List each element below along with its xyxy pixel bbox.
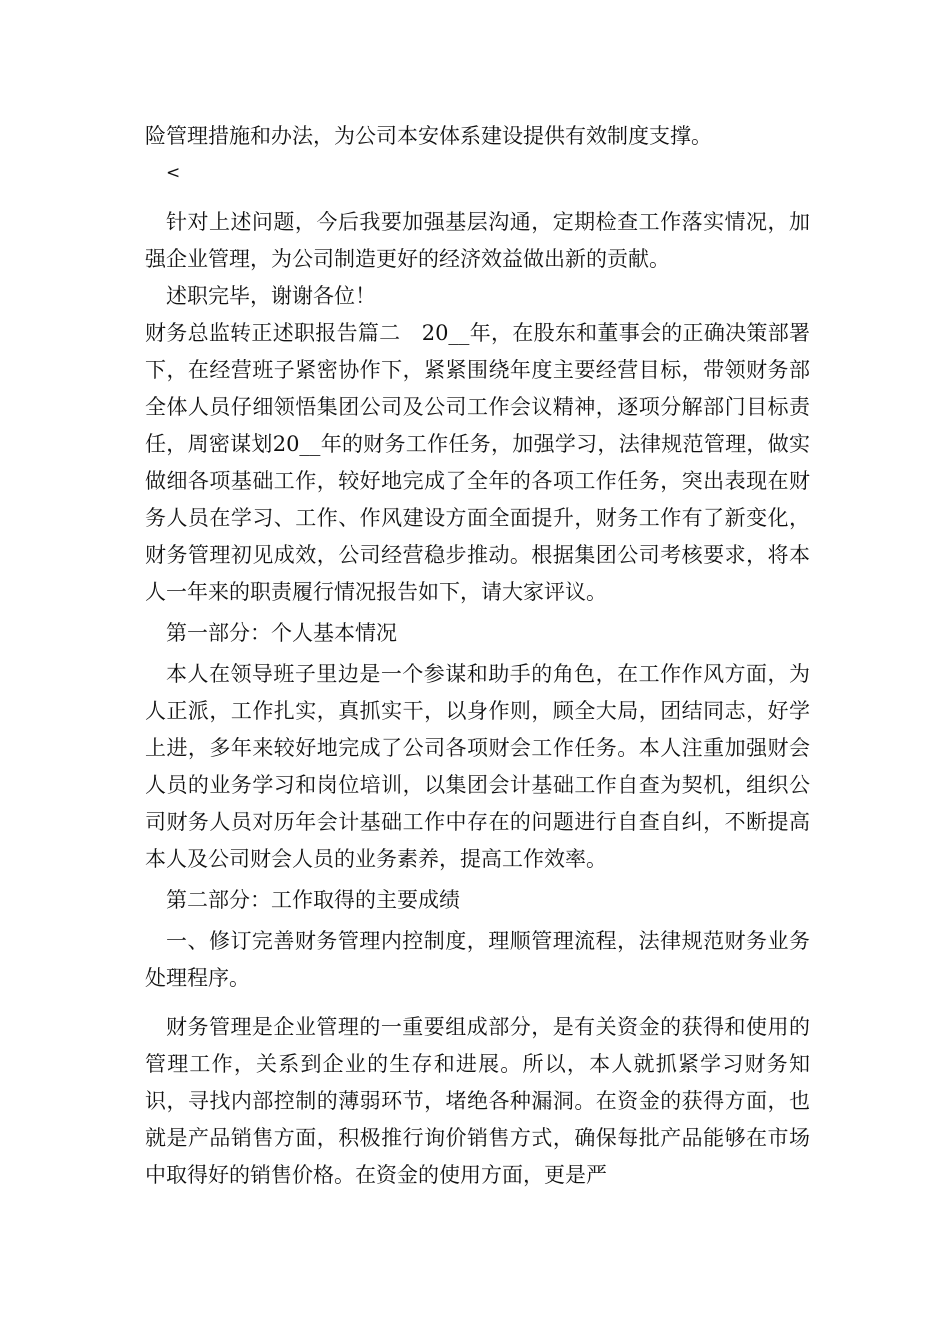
- section-heading-part-one: 第一部分：个人基本情况: [166, 621, 397, 645]
- section-heading-part-two: 第二部分：工作取得的主要成绩: [166, 888, 460, 912]
- paragraph-closing: 述职完毕，谢谢各位！: [166, 284, 376, 308]
- document-page: [145, 118, 810, 1194]
- paragraph-improvement-plan: 针对上述问题，今后我要加强基层沟通，定期检查工作落实情况，加强企业管理，为公司制造更好的经济效益做出新的贡献。: [145, 210, 810, 271]
- paragraph-continuation: 险管理措施和办法，为公司本安体系建设提供有效制度支撑。: [145, 124, 712, 148]
- paragraph-financial-management: 财务管理是企业管理的一重要组成部分，是有关资金的获得和使用的管理工作，关系到企业的生存和进展。所以，本人就抓紧学习财务知识，寻找内部控制的薄弱环节，堵绝各种漏洞。在资金的获得方面，也就是产品销售方面，积极推行询价销售方式，确保每批产品能够在市场中取得好的销售价格。在资金的使用方面，更是严: [145, 1015, 810, 1187]
- subheading-item-one: 一、修订完善财务管理内控制度，理顺管理流程，法律规范财务业务处理程序。: [145, 929, 810, 990]
- paragraph-report-intro: 财务总监转正述职报告篇二 20__年，在股东和董事会的正确决策部署下，在经营班子紧密协作下，紧紧围绕年度主要经营目标，带领财务部全体人员仔细领悟集团公司及公司工作会议精神，逐项分解部门目标责任，周密谋划20__年的财务工作任务，加强学习，法律规范管理，做实做细各项基础工作，较好地完成了全年的各项工作任务，突出表现在财务人员在学习、工作、作风建设方面全面提升，财务工作有了新变化，财务管理初见成效，公司经营稳步推动。根据集团公司考核要求，将本人一年来的职责履行情况报告如下，请大家评议。: [145, 321, 810, 604]
- paragraph-personal-info: 本人在领导班子里边是一个参谋和助手的角色，在工作作风方面，为人正派，工作扎实，真抓实干，以身作则，顾全大局，团结同志，好学上进，多年来较好地完成了公司各项财会工作任务。本人注重加强财会人员的业务学习和岗位培训，以集团会计基础工作自查为契机，组织公司财务人员对历年会计基础工作中存在的问题进行自查自纠，不断提高本人及公司财会人员的业务素养，提高工作效率。: [145, 662, 810, 871]
- stray-symbol: <: [166, 163, 181, 183]
